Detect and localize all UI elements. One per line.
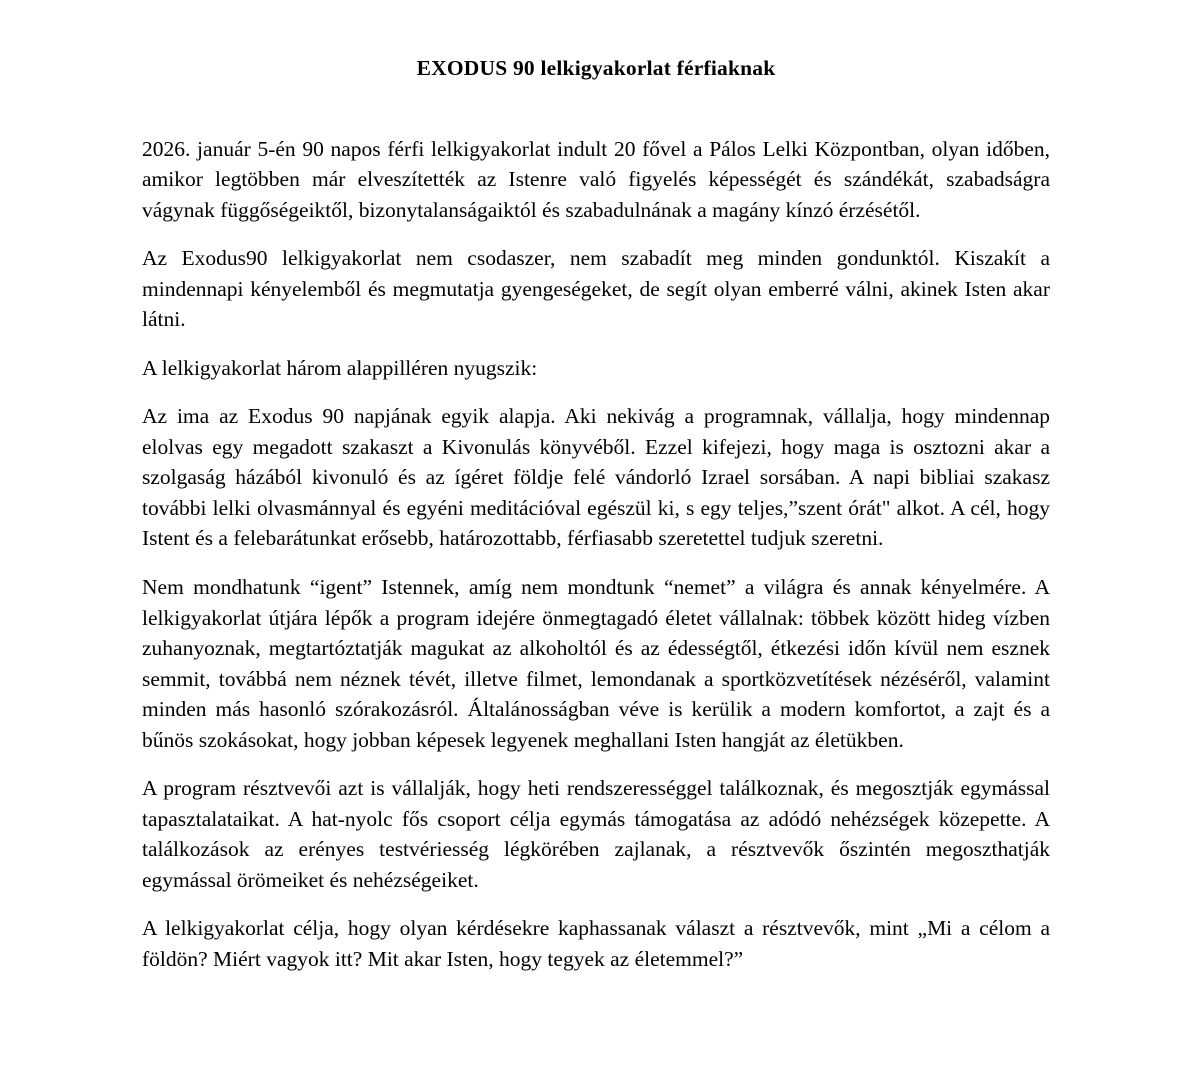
paragraph: A program résztvevői azt is vállalják, hogy heti rendszerességgel találkoznak, és megosztják egymással tapasztalataikat. A hat-nyolc fős csoport célja egymás támogatása az adódó nehézségek közepette. A találkozások az erényes testvériesség légkörében zajlanak, a résztvevők őszintén megoszthatják egymással örömeiket és nehézségeiket. bbox=[142, 776, 1050, 892]
paragraph: A lelkigyakorlat három alappilléren nyugszik: bbox=[142, 355, 538, 380]
paragraph: Az Exodus90 lelkigyakorlat nem csodaszer, nem szabadít meg minden gondunktól. Kiszakít a mindennapi kényelemből és megmutatja gyengeségeket, de segít olyan emberré válni, akinek Isten akar látni. bbox=[142, 246, 1050, 332]
page-title: EXODUS 90 lelkigyakorlat férfiaknak bbox=[416, 56, 776, 80]
paragraph: A lelkigyakorlat célja, hogy olyan kérdésekre kaphassanak választ a résztvevők, mint „Mi a célom a földön? Miért vagyok itt? Mit akar Isten, hogy tegyek az életemmel?” bbox=[142, 916, 1050, 971]
document-body bbox=[142, 134, 1050, 974]
paragraph: 2026. január 5-én 90 napos férfi lelkigyakorlat indult 20 fővel a Pálos Lelki Központban, olyan időben, amikor legtöbben már elveszítették az Istenre való figyelés képességét és szándékát, szabadságra vágynak függőségeiktől, bizonytalanságaiktól és szabadulnának a magány kínzó érzésétől. bbox=[142, 136, 1050, 222]
paragraph: Nem mondhatunk “igent” Istennek, amíg nem mondtunk “nemet” a világra és annak kényelmére. A lelkigyakorlat útjára lépők a program idejére önmegtagadó életet vállalnak: többek között hideg vízben zuhanyoznak, megtartóztatják magukat az alkoholtól és az édességtől, étkezési időn kívül nem esznek semmit, továbbá nem néznek tévét, illetve filmet, lemondanak a sportközvetítések nézéséről, valamint minden más hasonló szórakozásról. Általánosságban véve is kerülik a modern komfortot, a zajt és a bűnös szokásokat, hogy jobban képesek legyenek meghallani Isten hangját az életükben. bbox=[142, 574, 1050, 752]
paragraph: Az ima az Exodus 90 napjának egyik alapja. Aki nekivág a programnak, vállalja, hogy mindennap elolvas egy megadott szakaszt a Kivonulás könyvéből. Ezzel kifejezi, hogy maga is osztozni akar a szolgaság házából kivonuló és az ígéret földje felé vándorló Izrael sorsában. A napi bibliai szakasz további lelki olvasmánnyal és egyéni meditációval egészül ki, s egy teljes,”szent órát" alkot. A cél, hogy Istent és a felebarátunkat erősebb, határozottabb, férfiasabb szeretettel tudjuk szeretni. bbox=[142, 404, 1050, 551]
